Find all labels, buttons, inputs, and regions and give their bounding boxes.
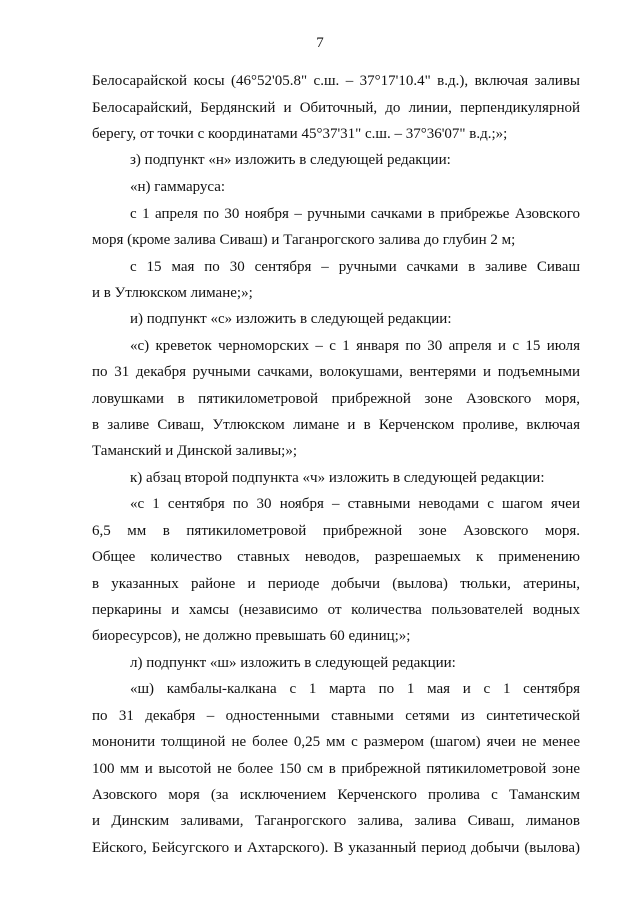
paragraph-start: с 15 мая по 30 сентября – ручными сачками в заливе Сиваш	[130, 259, 580, 275]
paragraph-start: к) абзац второй подпункта «ч» изложить в следующей редакции:	[130, 470, 545, 486]
text-line: берегу, от точки с координатами 45°37'31" с.ш. – 37°36'07" в.д.;»;	[92, 126, 508, 142]
paragraph-start: и) подпункт «с» изложить в следующей редакции:	[130, 311, 452, 327]
text-line: моря (кроме залива Сиваш) и Таганрогского залива до глубин 2 м;	[92, 232, 516, 248]
text-line: Общее количество ставных неводов, разрешаемых к применению	[92, 549, 580, 565]
page-number: 7	[316, 35, 324, 51]
paragraph-start: «н) гаммаруса:	[130, 179, 226, 195]
text-line: биоресурсов), не должно превышать 60 единиц;»;	[92, 628, 411, 644]
text-line: 100 мм и высотой не более 150 см в прибрежной пятикилометровой зоне	[92, 761, 580, 777]
paragraph-start: с 1 апреля по 30 ноября – ручными сачками в прибрежье Азовского	[130, 206, 580, 222]
text-line: и Динским заливами, Таганрогского залива, залива Сиваш, лиманов	[92, 813, 580, 829]
text-line: в указанных районе и периоде добычи (вылова) тюльки, атерины,	[92, 576, 580, 592]
text-line: и в Утлюкском лимане;»;	[92, 285, 253, 301]
text-line: по 31 декабря – одностенными ставными сетями из синтетической	[92, 708, 580, 724]
paragraph-start: «с) креветок черноморских – с 1 января по 30 апреля и с 15 июля	[130, 338, 580, 354]
text-line: Ейского, Бейсугского и Ахтарского). В указанный период добычи (вылова)	[92, 840, 580, 856]
paragraph-start: «ш) камбалы-калкана с 1 марта по 1 мая и с 1 сентября	[130, 681, 580, 697]
text-line: по 31 декабря ручными сачками, волокушами, вентерями и подъемными	[92, 364, 580, 380]
text-line: Азовского моря (за исключением Керченского пролива с Таманским	[92, 787, 580, 803]
paragraph-start: л) подпункт «ш» изложить в следующей редакции:	[130, 655, 456, 671]
text-line: Белосарайский, Бердянский и Обиточный, до линии, перпендикулярной	[92, 100, 580, 116]
text-line: в заливе Сиваш, Утлюкском лимане и в Керченском проливе, включая	[92, 417, 580, 433]
paragraph-start: з) подпункт «н» изложить в следующей редакции:	[130, 152, 451, 168]
text-line: перкарины и хамсы (независимо от количества пользователей водных	[92, 602, 580, 618]
text-line: Таманский и Динской заливы;»;	[92, 443, 298, 459]
text-line: 6,5 мм в пятикилометровой прибрежной зоне Азовского моря.	[92, 523, 580, 539]
paragraph-start: «с 1 сентября по 30 ноября – ставными неводами с шагом ячеи	[130, 496, 580, 512]
text-line: ловушками в пятикилометровой прибрежной зоне Азовского моря,	[92, 391, 580, 407]
text-line: Белосарайской косы (46°52'05.8" с.ш. – 37°17'10.4" в.д.), включая заливы	[92, 73, 580, 89]
text-line: мононити толщиной не более 0,25 мм с размером (шагом) ячеи не менее	[92, 734, 580, 750]
